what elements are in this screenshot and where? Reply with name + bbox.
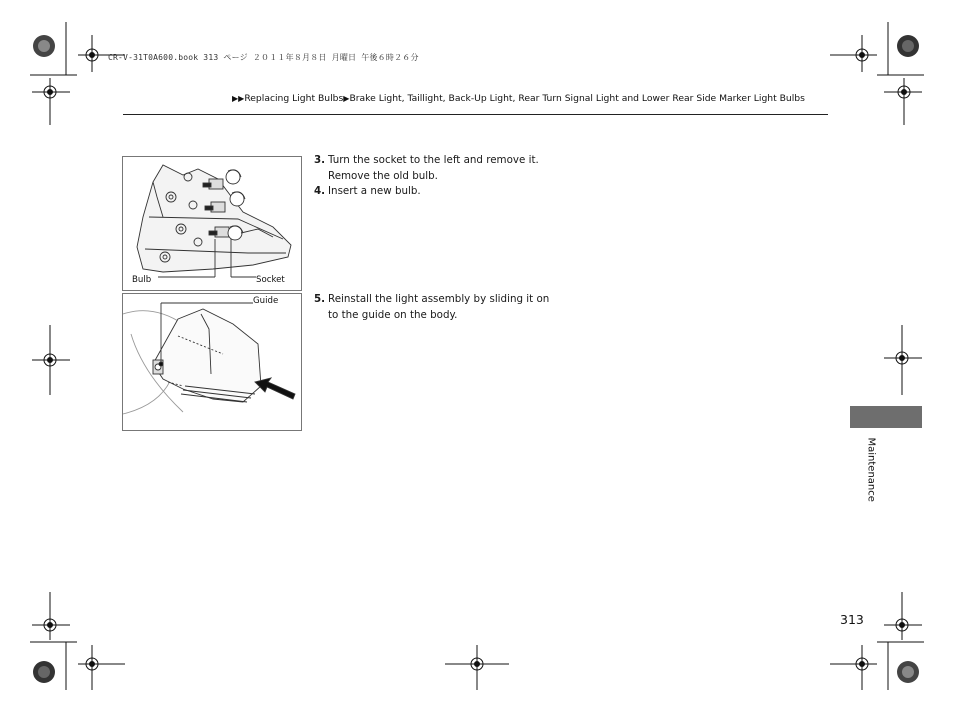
figure-socket-bulb xyxy=(122,156,302,291)
step-3 xyxy=(314,153,539,184)
step-5 xyxy=(314,292,549,323)
breadcrumb-arrow-icon: ▶ xyxy=(238,94,245,103)
step-text: Turn the socket to the left and remove it. xyxy=(328,154,539,166)
header-rule xyxy=(123,114,828,115)
breadcrumb-item-replacing-light-bulbs[interactable]: Replacing Light Bulbs xyxy=(244,93,344,104)
breadcrumb xyxy=(232,93,805,104)
callout-socket: Socket xyxy=(256,275,285,285)
step-number: 4. xyxy=(314,185,326,197)
tail-light-socket-illustration xyxy=(123,157,301,290)
step-number: 3. xyxy=(314,154,326,166)
callout-bulb: Bulb xyxy=(132,275,152,285)
step-text: to the guide on the body. xyxy=(328,308,458,321)
print-header: CR-V-31T0A600.book 313 ページ ２０１１年８月８日 月曜日 午後６時２６分 xyxy=(108,53,419,62)
step-text: Remove the old bulb. xyxy=(328,169,438,182)
step-4 xyxy=(314,184,421,200)
light-assembly-guide-illustration xyxy=(123,294,301,430)
breadcrumb-item-current: Brake Light, Taillight, Back-Up Light, Rear Turn Signal Light and Lower Rear Side Marker Light Bulbs xyxy=(349,93,805,104)
breadcrumb-arrow-icon: ▶ xyxy=(343,94,350,103)
callout-guide: Guide xyxy=(253,296,279,306)
breadcrumb-arrow-icon: ▶ xyxy=(232,94,239,103)
section-label: Maintenance xyxy=(865,437,877,502)
step-text: Insert a new bulb. xyxy=(328,185,421,197)
step-text: Reinstall the light assembly by sliding it on xyxy=(328,293,550,305)
figure-guide xyxy=(122,293,302,431)
section-tab[interactable] xyxy=(850,406,922,428)
step-number: 5. xyxy=(314,293,326,305)
page-number: 313 xyxy=(840,612,864,627)
